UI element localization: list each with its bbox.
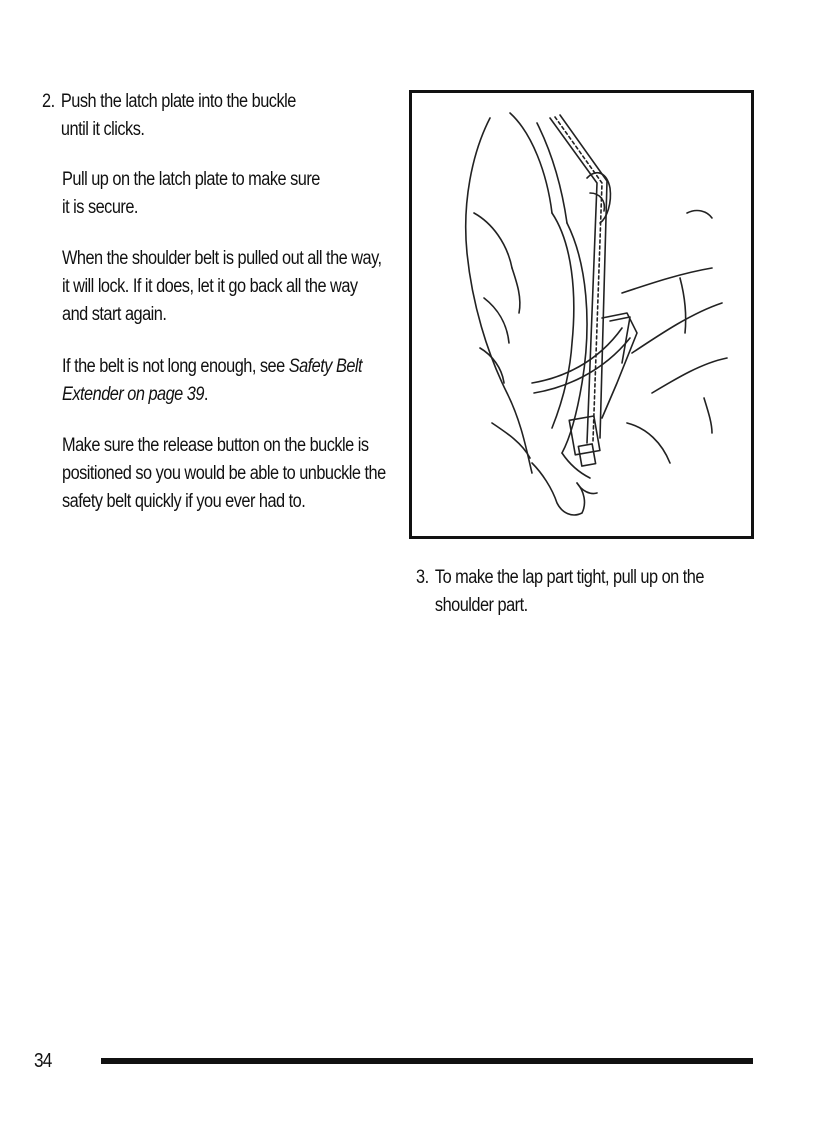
paragraph-shoulder-belt-lock: When the shoulder belt is pulled out all the way, it will lock. If it does, let it go back all the way and start again. bbox=[62, 248, 382, 325]
step-3-text: To make the lap part tight, pull up on the shoulder part. bbox=[434, 567, 704, 616]
step-3-number: 3. bbox=[416, 567, 429, 588]
footer-rule bbox=[101, 1058, 753, 1064]
extender-prefix: If the belt is not long enough, see bbox=[62, 356, 289, 377]
paragraph-latch-secure: Pull up on the latch plate to make sure it is secure. bbox=[62, 169, 320, 218]
left-column bbox=[42, 88, 387, 512]
latch-plate-into-buckle-illustration-icon bbox=[412, 93, 751, 536]
step-3 bbox=[416, 564, 776, 620]
illustration-frame bbox=[409, 90, 754, 539]
step-2-text: Push the latch plate into the buckle until it clicks. bbox=[60, 91, 296, 140]
extender-suffix: . bbox=[203, 384, 208, 405]
page-number: 34 bbox=[34, 1050, 52, 1072]
paragraph-release-button: Make sure the release button on the buckle is positioned so you would be able to unbuckle the safety belt quickly if you ever had to. bbox=[62, 435, 386, 512]
step-3-block bbox=[416, 564, 760, 620]
paragraph-belt-extender bbox=[62, 353, 380, 409]
step-2-number: 2. bbox=[42, 91, 55, 112]
step-2 bbox=[42, 88, 386, 144]
extender-reference[interactable]: Safety Belt Extender on page 39 bbox=[62, 356, 363, 405]
